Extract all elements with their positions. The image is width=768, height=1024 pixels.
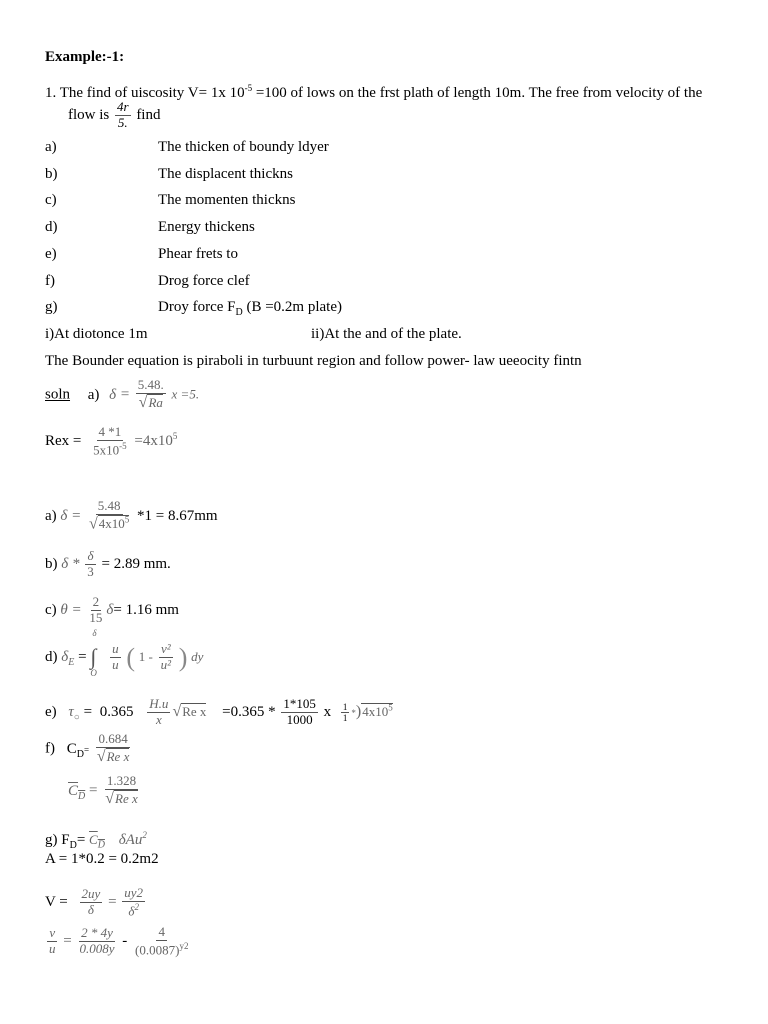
- velocity-eq2: =: [63, 933, 72, 950]
- problem-line-2-pre: flow is: [68, 106, 110, 123]
- answer-e-fraction-1: [281, 697, 318, 728]
- answer-b-fraction: [85, 549, 96, 580]
- answer-f-cd: [66, 740, 84, 760]
- soln-a-label: a): [87, 386, 100, 403]
- problem-line-1-pre: 1. The find of uiscosity V= 1x 10: [45, 85, 245, 101]
- answer-e-star: *: [351, 707, 356, 718]
- item-b-label: b): [45, 166, 58, 182]
- answer-f-num2: 1.328: [106, 773, 137, 788]
- item-c-label: c): [45, 192, 57, 208]
- answer-d-upper: δ: [92, 628, 97, 639]
- velocity-fraction-2: [122, 886, 145, 919]
- velocity-d2: δ: [128, 903, 135, 919]
- answer-g-cd-c: C: [89, 832, 98, 847]
- answer-f-cdbar-sub: D: [78, 790, 86, 802]
- answer-e-d2: 1: [342, 712, 348, 723]
- item-d-text: Energy thickens: [158, 219, 255, 235]
- item-g-text: [158, 298, 342, 319]
- rex-den: [91, 441, 129, 458]
- soln-eq: =: [119, 386, 131, 403]
- answer-b-label: b): [45, 555, 58, 572]
- answer-e-rex-wrap: √Re x: [172, 702, 207, 720]
- item-e-text: Phear frets to: [158, 246, 238, 262]
- flow-fraction-num: 4r: [117, 99, 129, 114]
- velocity-vden: u: [49, 941, 56, 957]
- answer-g-eq: =: [76, 832, 86, 848]
- answer-d-one: 1 -: [138, 649, 153, 665]
- answer-b-result: = 2.89 mm.: [101, 555, 171, 572]
- answer-g-sub: D: [69, 840, 77, 851]
- boundary-note: The Bounder equation is piraboli in turbuunt region and follow power- law ueeocity fintn: [45, 353, 582, 369]
- rex-post: [134, 433, 177, 449]
- answer-c-sym: θ =: [60, 601, 82, 618]
- answer-f-den2-wrap: √Re x: [105, 789, 138, 807]
- answer-c: [45, 595, 179, 626]
- answer-b-den: 3: [87, 563, 94, 579]
- answer-f-cdbar-c: C: [68, 782, 79, 799]
- flow-fraction: [115, 100, 131, 131]
- answer-e-coef: 0.365: [99, 703, 134, 720]
- answer-d-vnum: v²: [160, 641, 171, 657]
- soln-row: [45, 378, 199, 412]
- open-paren: (: [126, 643, 135, 672]
- velocity-n2: uy2: [124, 885, 144, 900]
- problem-line-2: [68, 100, 160, 131]
- rex-post-exp: 5: [172, 431, 178, 442]
- answer-a-sym: δ =: [60, 507, 82, 524]
- answer-a-den-wrap: $√4x10^5$: [89, 514, 130, 533]
- velocity-d4: 0.0087: [139, 942, 176, 958]
- velocity-eq: =: [108, 894, 117, 911]
- answer-f-fraction-2: [103, 774, 140, 808]
- answer-f-cd-sub: D: [76, 748, 84, 760]
- item-f-text: Drog force clef: [158, 273, 250, 289]
- answer-a-num: 5.48: [97, 498, 121, 513]
- answer-f-den-wrap: √Re x: [96, 747, 130, 765]
- velocity-n3: 2 * 4y: [81, 925, 113, 941]
- answer-f-label: f): [45, 740, 55, 757]
- answer-a-result: *1 = 8.67mm: [137, 507, 218, 524]
- item-d-label: d): [45, 219, 58, 235]
- answer-e-tau: τ: [68, 703, 74, 720]
- answer-c-result: = 1.16 mm: [113, 601, 179, 618]
- rex-den-exp: -5: [119, 440, 127, 451]
- velocity-ratio-row: [45, 925, 192, 958]
- answer-e: [45, 697, 393, 728]
- soln-fraction: [136, 378, 166, 412]
- answer-a-den: 4x10: [98, 516, 125, 532]
- item-a-text: The thicken of boundy ldyer: [158, 139, 329, 155]
- item-e-label: e): [45, 246, 57, 262]
- velocity-label: V =: [45, 894, 68, 911]
- item-f-label: f): [45, 273, 55, 289]
- item-c-text: The momenten thickns: [158, 192, 296, 208]
- answer-f-eq2: =: [89, 782, 98, 799]
- answer-e-last-exp: 5: [388, 702, 393, 713]
- answer-d-delta: δ: [61, 649, 69, 666]
- answer-e-n1: 1*105: [283, 696, 316, 711]
- velocity-ratio-fraction: [47, 926, 58, 957]
- answer-c-label: c): [45, 601, 57, 618]
- velocity-fraction-1: [80, 887, 103, 918]
- answer-e-sub: ○: [73, 711, 80, 723]
- integral-sign: ∫: [90, 644, 97, 670]
- item-a-label: a): [45, 139, 57, 155]
- rex-fraction: [91, 425, 129, 458]
- rex-label: Rex =: [45, 433, 82, 450]
- velocity-d3: 0.008y: [79, 941, 115, 957]
- answer-a: [45, 499, 218, 534]
- answer-g-rest-exp: 2: [142, 830, 147, 840]
- answer-a-den-exp: 5: [124, 514, 130, 525]
- answer-e-eq: =: [83, 703, 93, 720]
- velocity-vnum: v: [49, 925, 56, 941]
- answer-b-num: δ: [87, 548, 94, 563]
- answer-d-integral: [90, 628, 104, 679]
- problem-line-1-post: =100 of lows on the frst plath of length 10m. The free from velocity of the: [252, 85, 703, 101]
- rex-row: [45, 425, 177, 458]
- velocity-d1: δ: [87, 902, 94, 918]
- answer-d-lower: O: [90, 668, 97, 679]
- velocity-d2-wrap: [126, 902, 141, 919]
- answer-d-dy: dy: [191, 649, 204, 665]
- answer-g: [45, 830, 147, 852]
- velocity-n1: 2uy: [81, 886, 101, 902]
- answer-e-sym: [68, 703, 80, 723]
- item-g-post: (B =0.2m plate): [242, 299, 342, 315]
- answer-g-rest-base: δAu: [118, 832, 143, 848]
- velocity-d2-exp: 2: [134, 901, 139, 912]
- answer-b-sym: δ *: [61, 555, 80, 572]
- velocity-fraction-3: [77, 926, 116, 957]
- soln-delta: δ: [109, 386, 117, 403]
- answer-d-sym: [61, 649, 75, 669]
- item-b-text: The displacent thickns: [158, 166, 293, 182]
- answer-c-fraction: [87, 595, 104, 626]
- item-g-sub: D: [235, 307, 243, 318]
- answer-g-cd: [89, 832, 105, 851]
- answer-e-fraction-h: [147, 697, 170, 728]
- velocity-fraction-4: [133, 925, 190, 958]
- item-g-main: Droy force F: [158, 299, 236, 315]
- answer-e-label: e): [45, 703, 57, 720]
- answer-e-x: x: [323, 703, 332, 720]
- answer-e-d1: 1000: [286, 711, 313, 727]
- answer-f-fraction-1: [95, 732, 132, 766]
- answer-d-label: d): [45, 649, 58, 666]
- answer-g-f: g) F: [45, 832, 70, 848]
- problem-exponent: -5: [244, 83, 253, 93]
- velocity-row: [45, 886, 147, 919]
- area-line: A = 1*0.2 = 0.2m2: [45, 851, 159, 867]
- answer-f-c: C: [66, 740, 77, 757]
- answer-a-fraction: [87, 499, 131, 534]
- answer-e-rex: Re x: [182, 703, 207, 719]
- answer-e-fraction-2: [341, 702, 350, 724]
- answer-e-last: 4x10: [362, 703, 389, 719]
- answer-g-rest: [119, 832, 147, 848]
- position-i: i)At diotonce 1m: [45, 326, 148, 342]
- soln-den-wrap: √Ra: [138, 393, 163, 411]
- answer-f-line2: [68, 774, 142, 808]
- answer-g-label: [45, 832, 77, 851]
- answer-a-label: a): [45, 507, 57, 524]
- problem-line-2-post: find: [136, 106, 161, 123]
- item-g-label: g): [45, 299, 58, 315]
- answer-f: [45, 732, 133, 766]
- answer-f-cd-eq: =: [84, 744, 90, 755]
- answer-f-den: Re x: [106, 748, 130, 764]
- answer-f-num: 0.684: [98, 731, 128, 746]
- flow-fraction-den: 5.: [117, 114, 128, 130]
- answer-e-hden: x: [155, 711, 162, 727]
- answer-d: [45, 628, 204, 679]
- answer-e-mid: =0.365 *: [222, 703, 276, 720]
- soln-num: 5.48.: [137, 377, 164, 392]
- answer-e-hnum: H.u: [149, 696, 169, 711]
- answer-f-cdbar: [68, 782, 86, 802]
- answer-d-sub: E: [68, 657, 75, 669]
- soln-den: Ra: [148, 394, 163, 410]
- velocity-d4-wrap: $(0.0087)^{y2}$: [135, 940, 189, 958]
- velocity-d4-exp: y2: [179, 940, 189, 951]
- answer-b: [45, 549, 171, 580]
- answer-d-vden: u²: [160, 657, 171, 673]
- example-title: Example:-1:: [45, 49, 125, 65]
- answer-d-fraction-u: [110, 642, 121, 673]
- velocity-minus: -: [122, 933, 128, 950]
- answer-d-fden: u: [112, 657, 119, 673]
- answer-f-den2: Re x: [115, 790, 138, 806]
- answer-c-sym2: δ: [106, 601, 114, 618]
- soln-post: x =5.: [171, 386, 200, 402]
- answer-e-n2: 1: [342, 701, 348, 712]
- soln-label: soln: [45, 386, 71, 403]
- rex-num: 4 *1: [98, 424, 122, 439]
- answer-d-fnum: u: [112, 641, 119, 657]
- answer-d-fraction-v: [159, 642, 173, 673]
- answer-g-cd-sub: D: [97, 839, 105, 851]
- answer-c-num: 2: [92, 594, 100, 609]
- close-paren: ): [178, 643, 188, 672]
- answer-d-eq: =: [78, 649, 87, 666]
- answer-e-last-wrap: )$4x10^5$: [355, 702, 393, 720]
- answer-c-den: 15: [89, 609, 103, 625]
- rex-post-base: =4x10: [134, 433, 173, 450]
- position-ii: ii)At the and of the plate.: [311, 326, 462, 342]
- velocity-n4: 4: [158, 924, 165, 939]
- rex-den-base: 5x10: [93, 442, 120, 458]
